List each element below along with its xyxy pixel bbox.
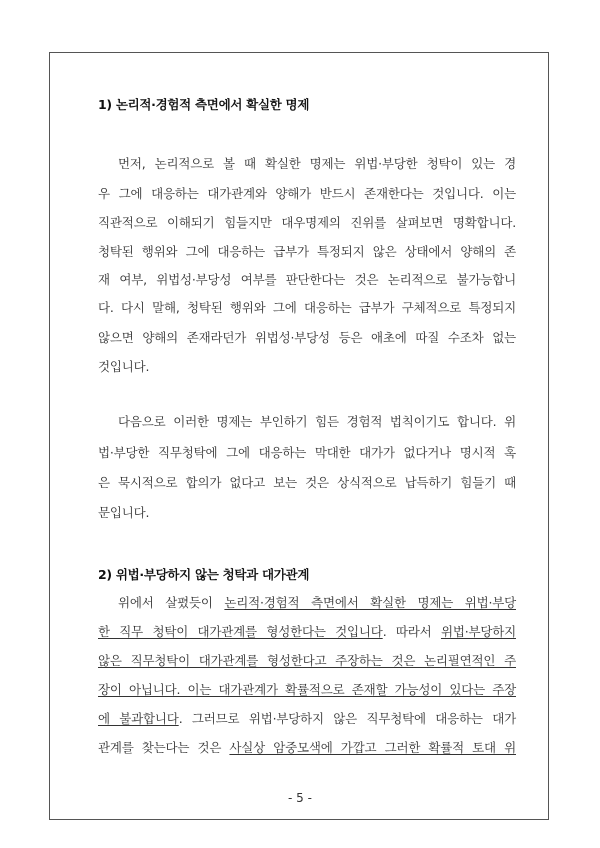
text-line: 않으면 양해의 존재라던가 위법성·부당성 등은 애초에 따질 수조차 없는 — [98, 330, 516, 345]
underlined-text: 논리적·경험적 측면에서 확실한 명제는 위법·부당 — [224, 595, 516, 610]
section-2-heading: 2) 위법·부당하지 않는 청탁과 대가관계 — [98, 567, 310, 582]
text-line — [98, 712, 516, 726]
text-line: 먼저, 논리적으로 볼 때 확실한 명제는 위법·부당한 청탁이 있는 경 — [118, 156, 516, 171]
page-number: - 5 - — [288, 791, 312, 805]
text-run: 위에서 살폈듯이 — [118, 595, 225, 610]
text-line: 법·부당한 직무청탁에 그에 대응하는 막대한 대가가 없다거나 명시적 혹 — [98, 445, 516, 460]
text-line: 직관적으로 이해되기 힘들지만 대우명제의 진위를 살펴보면 명확합니다. — [98, 215, 516, 230]
text-line: 것입니다. — [98, 359, 150, 374]
text-line: 재 여부, 위법성·부당성 여부를 판단한다는 것은 논리적으로 불가능합니 — [98, 272, 516, 287]
text-line: 우 그에 대응하는 대가관계와 양해가 반드시 존재한다는 것입니다. 이는 — [98, 186, 516, 201]
text-line: 문입니다. — [98, 505, 150, 520]
underlined-text: 장이 아닙니다. — [98, 682, 188, 697]
text-line — [98, 654, 516, 668]
underlined-text: 이는 대가관계가 확률적으로 존재할 가능성이 있다는 주장 — [187, 682, 516, 697]
text-line — [98, 596, 516, 610]
text-line — [98, 625, 516, 639]
text-run: . 따라서 — [382, 624, 441, 639]
text-run: 관계를 찾는다는 것은 — [98, 740, 230, 755]
text-line — [98, 683, 516, 697]
underlined-text: 한 직무 청탁이 대가관계를 형성한다는 것입니다 — [98, 624, 383, 639]
text-line: 은 묵시적으로 합의가 없다고 보는 것은 상식적으로 납득하기 힘들기 때 — [98, 475, 516, 490]
text-line: 청탁된 행위와 그에 대응하는 급부가 특정되지 않은 상태에서 양해의 존 — [98, 244, 516, 259]
underlined-text: 않은 직무청탁이 대가관계를 형성한다고 주장하는 것은 논리필연적인 주 — [98, 653, 516, 668]
underlined-text: 위법·부당하지 — [440, 624, 516, 639]
text-run: . 그러므로 위법·부당하지 않은 직무청탁에 대응하는 대가 — [178, 711, 516, 726]
text-line: 다음으로 이러한 명제는 부인하기 힘든 경험적 법칙이기도 합니다. 위 — [118, 414, 516, 429]
text-line — [98, 741, 516, 755]
underlined-text: 에 불과합니다 — [98, 711, 179, 726]
underlined-text: 사실상 암중모색에 가깝고 그러한 확률적 토대 위 — [229, 740, 516, 755]
section-1-heading: 1) 논리적·경험적 측면에서 확실한 명제 — [98, 97, 310, 112]
text-line: 다. 다시 말해, 청탁된 행위와 그에 대응하는 급부가 구체적으로 특정되지 — [98, 300, 516, 315]
